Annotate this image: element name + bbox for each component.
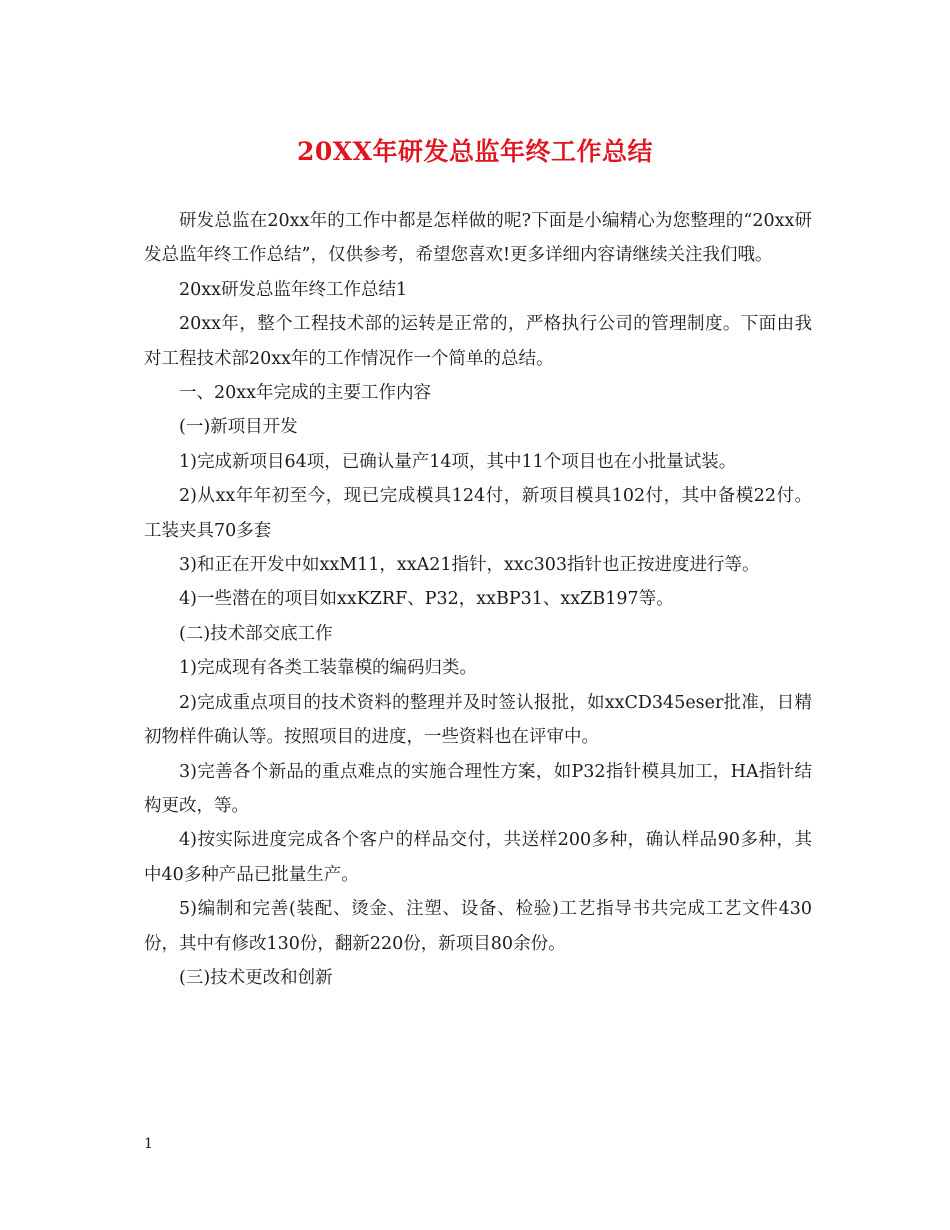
list-item: 2)从xx年年初至今，现已完成模具124付，新项目模具102付，其中备模22付。工装夹具70多套 <box>144 486 812 541</box>
list-item: 2)完成重点项目的技术资料的整理并及时签认报批，如xxCD345eser批准，日精初物样件确认等。按照项目的进度，一些资料也在评审中。 <box>144 692 812 748</box>
list-item: 3)和正在开发中如xxM11，xxA21指针，xxc303指针也正按进度进行等。 <box>179 555 760 576</box>
page-number: 1 <box>144 1136 153 1152</box>
list-item: 1)完成现有各类工装靠模的编码归类。 <box>179 658 477 679</box>
document-body <box>144 204 812 995</box>
subsection-heading-handover: (二)技术部交底工作 <box>179 623 333 644</box>
list-item: 4)按实际进度完成各个客户的样品交付，共送样200多种，确认样品90多种，其中40多种产品已批量生产。 <box>144 830 812 885</box>
paragraph-overview: 20xx年，整个工程技术部的运转是正常的，严格执行公司的管理制度。下面由我对工程技术部20xx年的工作情况作一个简单的总结。 <box>144 314 812 369</box>
list-item: 1)完成新项目64项，已确认量产14项，其中11个项目也在小批量试装。 <box>179 451 737 472</box>
document-title: 20XX年研发总监年终工作总结 <box>296 137 654 166</box>
subsection-heading-innovation: (三)技术更改和创新 <box>179 967 333 988</box>
subsection-heading-new-projects: (一)新项目开发 <box>179 417 298 438</box>
list-item: 5)编制和完善(装配、烫金、注塑、设备、检验)工艺指导书共完成工艺文件430份，其中有修改130份，翻新220份，新项目80余份。 <box>144 899 812 954</box>
list-item: 4)一些潜在的项目如xxKZRF、P32，xxBP31、xxZB197等。 <box>179 589 674 610</box>
paragraph-subtitle: 20xx研发总监年终工作总结1 <box>179 279 408 300</box>
section-heading-main-work: 一、20xx年完成的主要工作内容 <box>179 383 432 404</box>
paragraph-intro: 研发总监在20xx年的工作中都是怎样做的呢?下面是小编精心为您整理的“20xx研发总监年终工作总结”，仅供参考，希望您喜欢!更多详细内容请继续关注我们哦。 <box>144 211 812 266</box>
list-item: 3)完善各个新品的重点难点的实施合理性方案，如P32指针模具加工，HA指针结构更改，等。 <box>144 761 812 816</box>
